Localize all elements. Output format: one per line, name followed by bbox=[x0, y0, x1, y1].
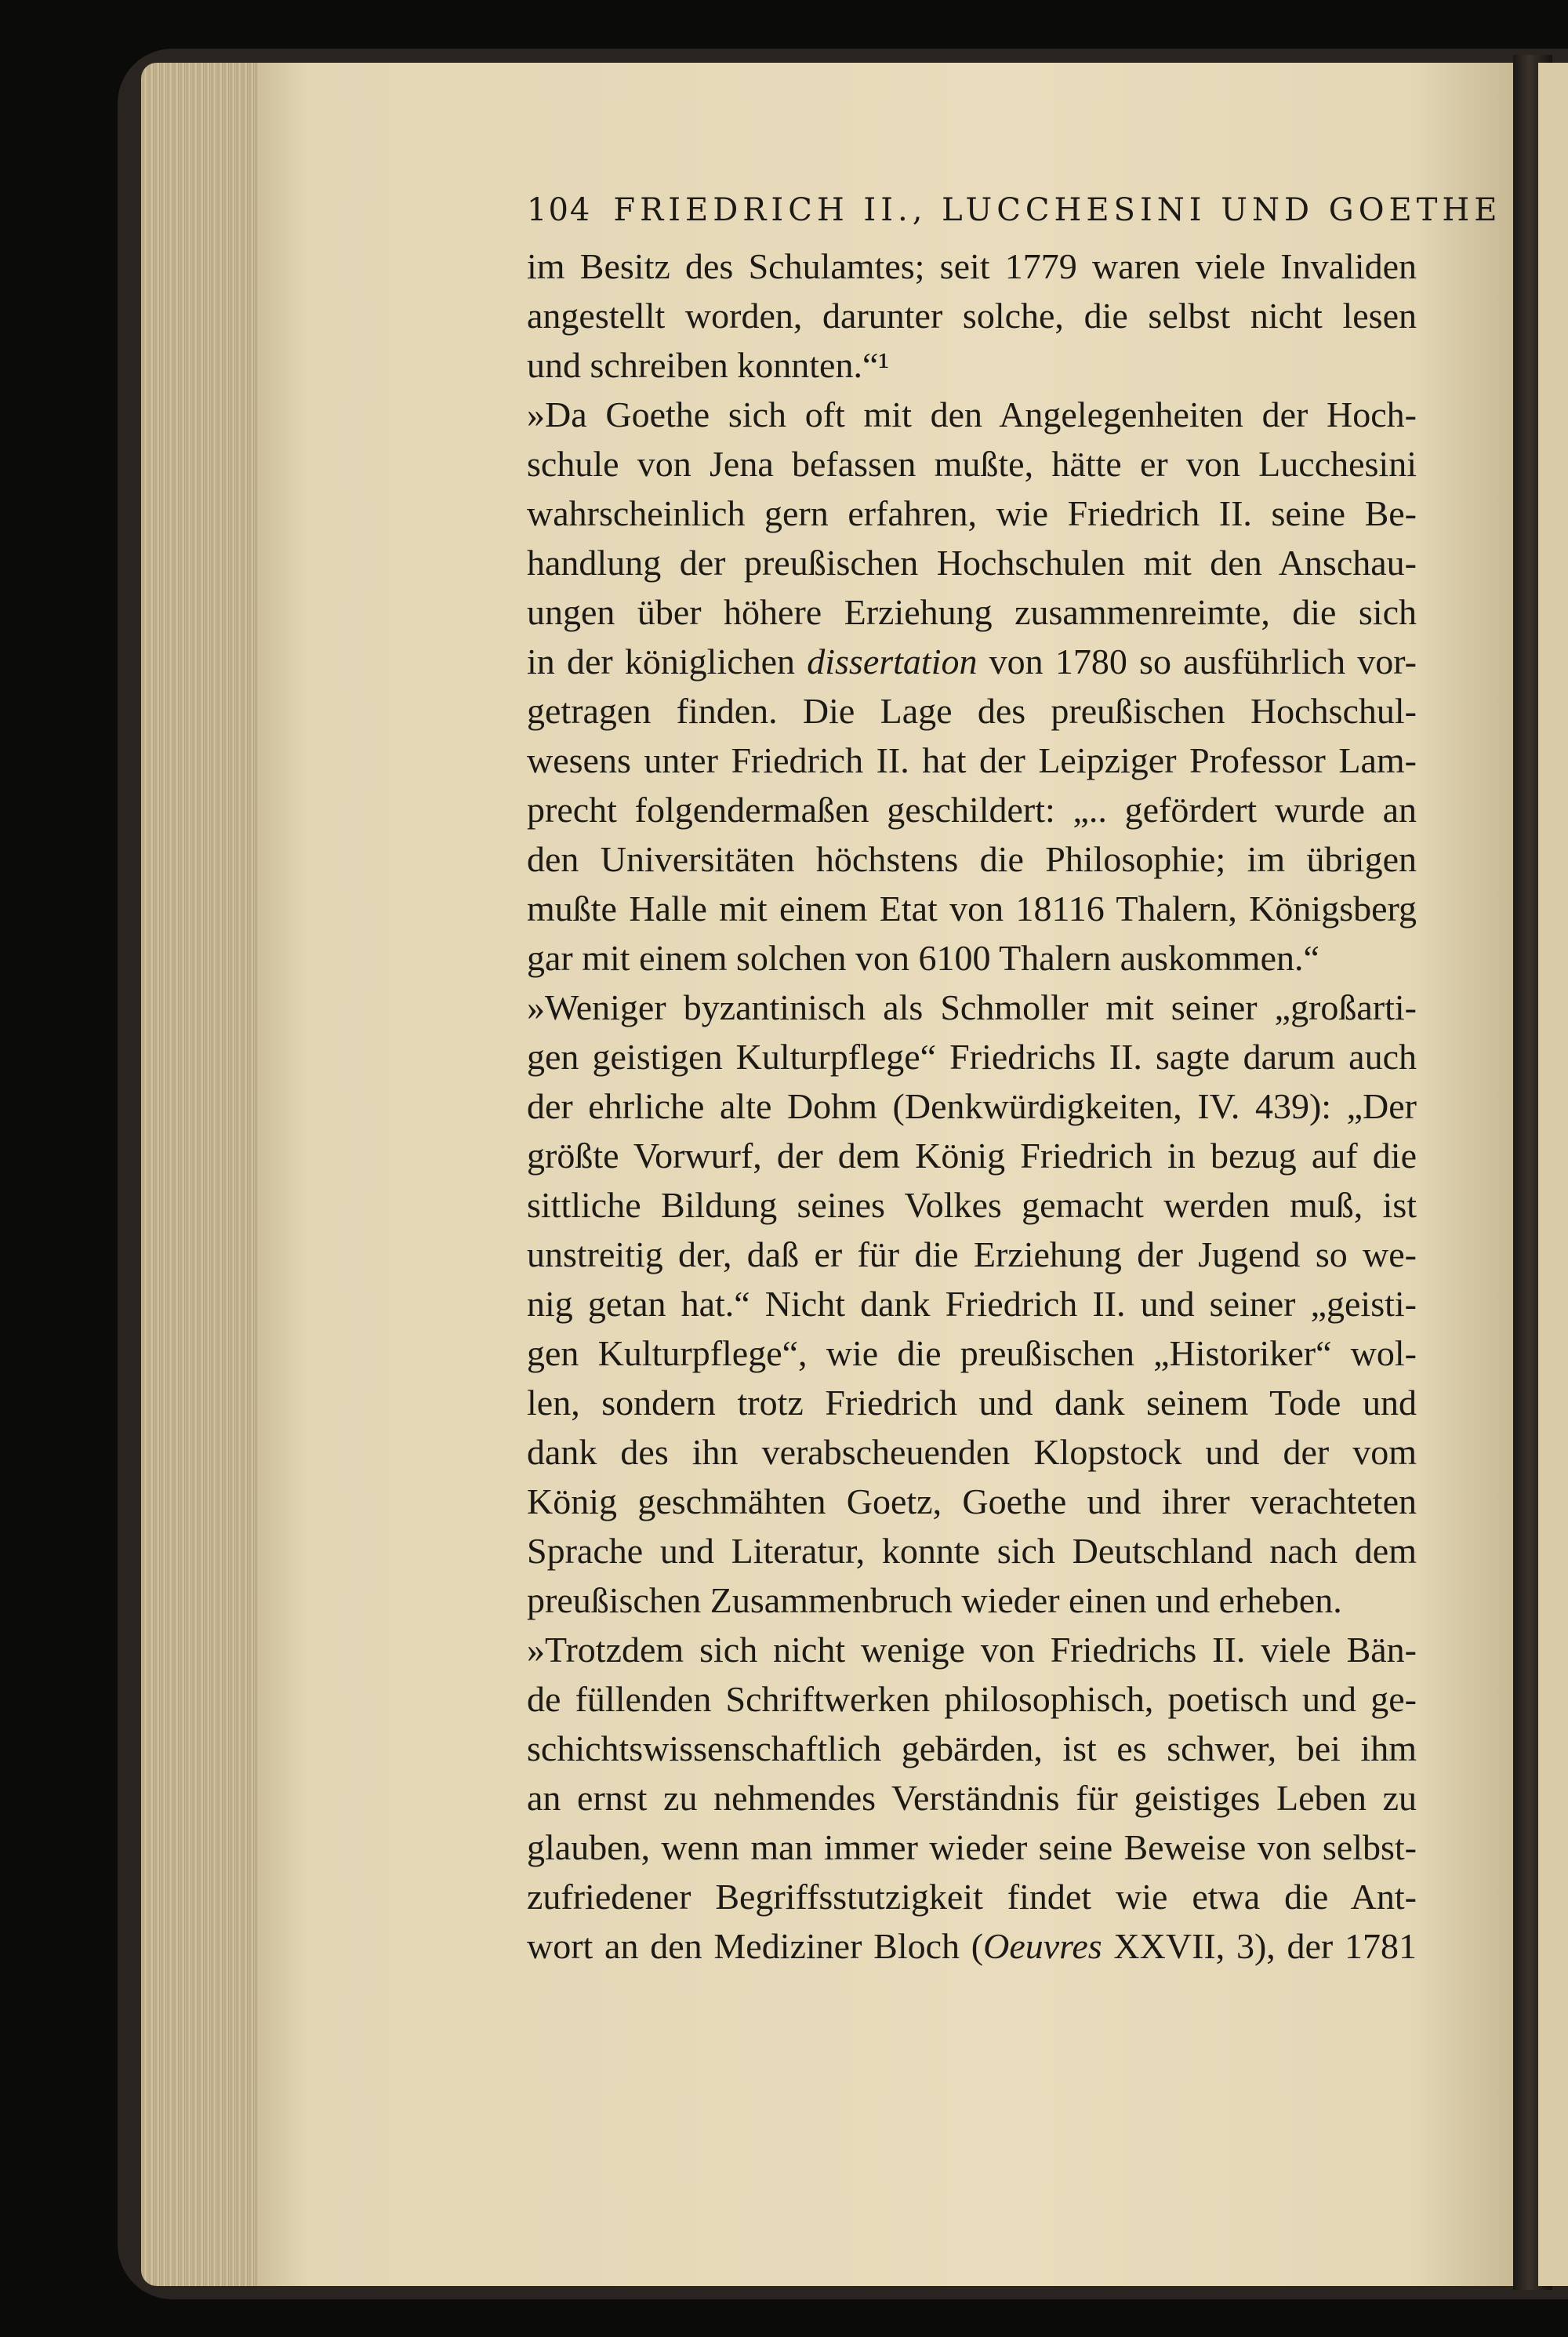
page-edges bbox=[141, 63, 274, 2286]
text-line: den Universitäten höchstens die Philosophie; im übrigen bbox=[527, 839, 1417, 879]
page-number: 104 bbox=[527, 192, 592, 228]
text-line: nig getan hat.“ Nicht dank Friedrich II. und seiner „geisti- bbox=[527, 1284, 1417, 1324]
text-line: »Da Goethe sich oft mit den Angelegenheiten der Hoch- bbox=[527, 394, 1417, 434]
italic-word: Oeuvres bbox=[983, 1926, 1102, 1966]
text-line-with-italic bbox=[527, 1921, 1417, 1971]
text-line: precht folgendermaßen geschildert: „.. gefördert wurde an bbox=[527, 790, 1417, 830]
text-line: »Trotzdem sich nicht wenige von Friedrichs II. viele Bän- bbox=[527, 1630, 1417, 1670]
italic-word: dissertation bbox=[807, 641, 978, 681]
text-line: dank des ihn verabscheuenden Klopstock und der vom bbox=[527, 1432, 1417, 1472]
text-line: wahrscheinlich gern erfahren, wie Friedrich II. seine Be- bbox=[527, 493, 1417, 533]
text-line: gen geistigen Kulturpflege“ Friedrichs II. sagte darum auch bbox=[527, 1037, 1417, 1077]
text-line: gen Kulturpflege“, wie die preußischen „Historiker“ wol- bbox=[527, 1333, 1417, 1373]
text-line: wesens unter Friedrich II. hat der Leipziger Professor Lam- bbox=[527, 740, 1417, 780]
running-title: FRIEDRICH II., LUCCHESINI UND GOETHE bbox=[613, 192, 1502, 228]
text-line: getragen finden. Die Lage des preußischen Hochschul- bbox=[527, 691, 1417, 731]
text-line: sittliche Bildung seines Volkes gemacht werden muß, ist bbox=[527, 1185, 1417, 1225]
text-line: mußte Halle mit einem Etat von 18116 Thalern, Königsberg bbox=[527, 889, 1417, 929]
text-line: der ehrliche alte Dohm (Denkwürdigkeiten, IV. 439): „Der bbox=[527, 1086, 1417, 1126]
text-line: ungen über höhere Erziehung zusammenreimte, die sich bbox=[527, 592, 1417, 632]
text-line: unstreitig der, daß er für die Erziehung der Jugend so we- bbox=[527, 1234, 1417, 1274]
text-line-with-italic bbox=[527, 637, 1417, 686]
text-line: zufriedener Begriffsstutzigkeit findet wie etwa die Ant- bbox=[527, 1877, 1417, 1917]
text-line: len, sondern trotz Friedrich und dank seinem Tode und bbox=[527, 1383, 1417, 1423]
text-line: angestellt worden, darunter solche, die selbst nicht lesen bbox=[527, 296, 1417, 336]
facing-page-edge bbox=[1538, 63, 1568, 2286]
text-line: König geschmähten Goetz, Goethe und ihrer verachteten bbox=[527, 1481, 1417, 1521]
text-line: handlung der preußischen Hochschulen mit den Anschau- bbox=[527, 543, 1417, 583]
text-line: an ernst zu nehmendes Verständnis für geistiges Leben zu bbox=[527, 1778, 1417, 1818]
text-line: glauben, wenn man immer wieder seine Beweise von selbst- bbox=[527, 1827, 1417, 1867]
text-segment: von 1780 so ausführlich vor- bbox=[977, 641, 1417, 681]
text-line: de füllenden Schriftwerken philosophisch, poetisch und ge- bbox=[527, 1679, 1417, 1719]
page-text-block bbox=[527, 179, 1502, 1971]
text-line: schule von Jena befassen mußte, hätte er von Lucchesini bbox=[527, 444, 1417, 484]
text-line: »Weniger byzantinisch als Schmoller mit seiner „großarti- bbox=[527, 987, 1417, 1027]
text-segment: wort an den Mediziner Bloch ( bbox=[527, 1926, 984, 1966]
text-line: gar mit einem solchen von 6100 Thalern auskommen.“ bbox=[527, 938, 1319, 978]
text-line: größte Vorwurf, der dem König Friedrich in bezug auf die bbox=[527, 1136, 1417, 1176]
text-line: schichtswissenschaftlich gebärden, ist es schwer, bei ihm bbox=[527, 1728, 1417, 1768]
text-line: im Besitz des Schulamtes; seit 1779 waren viele Invaliden bbox=[527, 246, 1417, 286]
text-segment: XXVII, 3), der 1781 bbox=[1102, 1926, 1417, 1966]
running-header bbox=[527, 179, 1502, 242]
text-line: Sprache und Literatur, konnte sich Deutschland nach dem bbox=[527, 1531, 1417, 1571]
text-line: preußischen Zusammenbruch wieder einen und erheben. bbox=[527, 1580, 1342, 1620]
text-segment: in der königlichen bbox=[527, 641, 808, 681]
text-line: und schreiben konnten.“¹ bbox=[527, 345, 890, 385]
